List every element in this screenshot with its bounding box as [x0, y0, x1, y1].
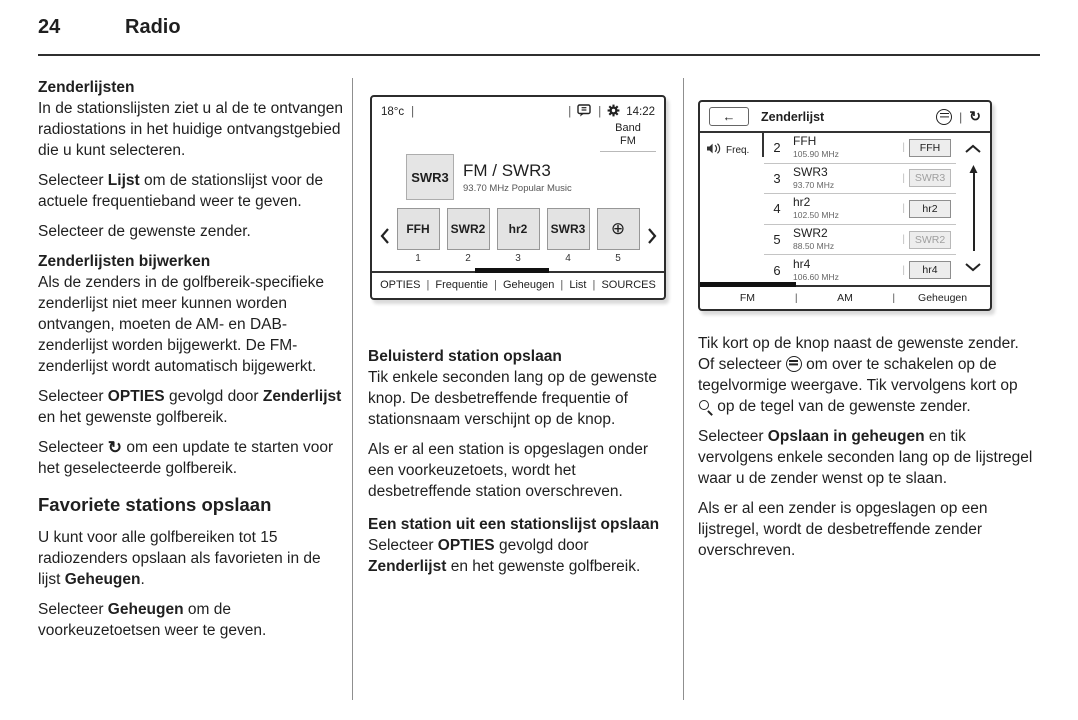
separator: |	[902, 234, 905, 246]
left-column	[38, 75, 346, 650]
right-column	[698, 75, 1034, 570]
preset-number: 2	[465, 253, 471, 264]
preset-chip: hr4	[909, 261, 951, 279]
preset-button: SWR2	[447, 208, 490, 250]
scroll-track	[973, 173, 975, 251]
now-playing	[406, 154, 664, 200]
separator: |	[426, 279, 430, 291]
column-divider	[352, 78, 353, 700]
separator: |	[794, 292, 798, 304]
paragraph: Tik enkele seconden lang op de gewenste knop. De desbetreffende frequentie of stationsnaam verschijnt op de knop.	[368, 369, 657, 428]
station-subtitle: 93.70 MHz Popular Music	[463, 182, 572, 194]
station-frequency: 88.50 MHz	[793, 241, 835, 252]
bottom-menu-bar	[372, 271, 664, 298]
scroll-position-arrow	[969, 165, 977, 173]
radio-main-screenshot	[370, 95, 666, 300]
tab-fm: FM	[739, 292, 755, 304]
paragraph: U kunt voor alle golfbereiken tot 15 radiozenders opslaan als favorieten in de lijst Geheugen.	[38, 529, 321, 588]
preset-button: hr2	[497, 208, 540, 250]
paragraph: Selecteer OPTIES gevolgd door Zenderlijst en het gewenste golfbereik.	[38, 388, 342, 426]
plus-circle-icon: ⊕	[597, 208, 640, 250]
refresh-icon: ↻	[969, 108, 981, 124]
paragraph: Selecteer Lijst om de stationslijst voor de actuele frequentieband weer te geven.	[38, 172, 324, 210]
preset-5-add	[597, 208, 640, 264]
separator: |	[902, 172, 905, 184]
sort-sidebar	[700, 133, 764, 157]
separator: |	[494, 279, 497, 291]
preset-1	[397, 208, 440, 264]
paragraph: Selecteer de gewenste zender.	[38, 223, 251, 240]
paragraph: Als er al een zender is opgeslagen op een lijstregel, wordt de desbetreffende zender overschreven.	[698, 500, 988, 559]
station-frequency: 106.60 MHz	[793, 271, 839, 282]
heading-beluisterd-station: Beluisterd station opslaan	[368, 348, 562, 365]
header-rule	[38, 54, 1040, 56]
station-row	[764, 194, 956, 225]
middle-column	[368, 75, 670, 586]
preset-number: 3	[515, 253, 521, 264]
menu-item-opties: OPTIES	[380, 279, 421, 291]
preset-number: 4	[565, 253, 571, 264]
heading-station-uit-stationslijst: Een station uit een stationslijst opslaan	[368, 516, 660, 533]
page-header	[38, 16, 181, 39]
page-title: Radio	[125, 16, 181, 38]
row-number: 5	[773, 232, 781, 248]
paragraph: Als de zenders in de golfbereik-specifieke zenderlijst niet meer kunnen worden ontvangen, moeten de AM- en DAB-zenderlijst worden bijgewerkt. De FM-zenderlijst wordt automatisch bijgewerkt.	[38, 274, 325, 375]
station-name: hr4	[793, 256, 811, 271]
list-title: Zenderlijst	[761, 109, 825, 124]
tile-view-icon	[786, 356, 802, 372]
station-list-screenshot	[698, 100, 992, 311]
paragraph: Selecteer Geheugen om de voorkeuzetoetsen weer te geven.	[38, 601, 267, 639]
band-tab-bar	[700, 285, 990, 309]
scrollbar	[956, 133, 990, 285]
column-divider	[683, 78, 684, 700]
menu-item-sources: SOURCES	[601, 279, 656, 291]
preset-4	[547, 208, 590, 264]
tab-geheugen: Geheugen	[918, 292, 968, 304]
menu-item-geheugen: Geheugen	[502, 279, 555, 291]
row-number: 6	[773, 262, 781, 278]
station-frequency: 102.50 MHz	[793, 210, 839, 221]
paragraph: Als er al een station is opgeslagen onder een voorkeuzetoets, wordt het desbetreffende station overschreven.	[368, 441, 649, 500]
band-value: FM	[620, 135, 636, 147]
separator: |	[592, 279, 596, 291]
paragraph: In de stationslijsten ziet u al de te ontvangen radiostations in het huidige ontvangstgebied die u kunt selecteren.	[38, 100, 344, 159]
row-number: 2	[773, 140, 781, 156]
active-tab-indicator	[700, 282, 796, 287]
heading-zenderlijsten-bijwerken: Zenderlijsten bijwerken	[38, 253, 211, 270]
band-indicator	[600, 122, 656, 152]
gear-icon	[607, 104, 620, 120]
paragraph: Selecteer ↻ om een update te starten voor het geselecteerde golfbereik.	[38, 438, 334, 477]
separator: |	[902, 264, 905, 276]
preset-chip: FFH	[909, 139, 951, 157]
sort-freq-label: Freq.	[726, 144, 750, 156]
station-row	[764, 255, 956, 285]
preset-chip: SWR2	[909, 231, 951, 249]
heading-zenderlijsten: Zenderlijsten	[38, 79, 135, 96]
back-button	[709, 107, 749, 126]
station-frequency: 105.90 MHz	[793, 149, 839, 160]
message-bubble-icon	[577, 104, 592, 120]
chevron-up-icon	[964, 141, 982, 159]
separator: |	[892, 292, 896, 304]
update-icon: ↻	[107, 438, 123, 457]
preset-button: FFH	[397, 208, 440, 250]
status-bar	[372, 97, 664, 122]
station-logo: SWR3	[406, 154, 454, 200]
menu-item-list: List	[569, 279, 587, 291]
menu-item-frequentie: Frequentie	[435, 279, 488, 291]
station-name: SWR3	[793, 164, 828, 179]
row-number: 4	[773, 201, 781, 217]
station-title: FM / SWR3	[463, 160, 551, 180]
separator: |	[568, 106, 572, 118]
active-menu-indicator	[475, 268, 549, 273]
preset-number: 1	[415, 253, 421, 264]
separator: |	[598, 106, 602, 118]
row-number: 3	[773, 170, 781, 186]
preset-row	[372, 208, 664, 264]
paragraph: Selecteer Opslaan in geheugen en tik vervolgens enkele seconden lang op de lijstregel waar u de zender wenst op te slaan.	[698, 428, 1033, 487]
heading-favoriete-stations: Favoriete stations opslaan	[38, 494, 272, 515]
station-frequency: 93.70 MHz	[793, 179, 835, 190]
tab-am: AM	[837, 292, 853, 304]
speaker-icon	[706, 143, 722, 157]
separator: |	[560, 279, 564, 291]
page-number: 24	[38, 16, 61, 38]
preset-number: 5	[615, 253, 621, 264]
station-name: SWR2	[793, 226, 828, 241]
station-name: FFH	[793, 134, 817, 149]
band-label: Band	[615, 122, 641, 134]
back-arrow-icon: ←	[722, 109, 736, 124]
chevron-left-icon	[380, 227, 390, 245]
temperature-indicator: 18°c	[381, 106, 405, 118]
separator: |	[411, 106, 415, 118]
tile-view-icon	[936, 109, 952, 125]
paragraph: Tik kort op de knop naast de gewenste zender. Of selecteer om over te schakelen op de tegelvormige weergave. Tik vervolgens kort op op de tegel van de gewenste zender.	[698, 335, 1019, 415]
separator: |	[902, 142, 905, 154]
list-header	[700, 102, 990, 133]
station-row	[764, 164, 956, 195]
preset-2	[447, 208, 490, 264]
station-row	[764, 225, 956, 256]
preset-3	[497, 208, 540, 264]
chevron-down-icon	[964, 259, 982, 277]
station-row	[764, 133, 956, 164]
preset-button: SWR3	[547, 208, 590, 250]
separator: |	[959, 109, 963, 124]
chevron-right-icon	[647, 227, 657, 245]
station-list	[764, 133, 956, 285]
station-name: hr2	[793, 195, 811, 210]
separator: |	[902, 203, 905, 215]
preset-chip: SWR3	[909, 169, 951, 187]
paragraph: Selecteer OPTIES gevolgd door Zenderlijst en het gewenste golfbereik.	[368, 537, 641, 575]
store-preset-icon	[698, 400, 713, 414]
clock-time: 14:22	[626, 106, 655, 118]
preset-chip: hr2	[909, 200, 951, 218]
